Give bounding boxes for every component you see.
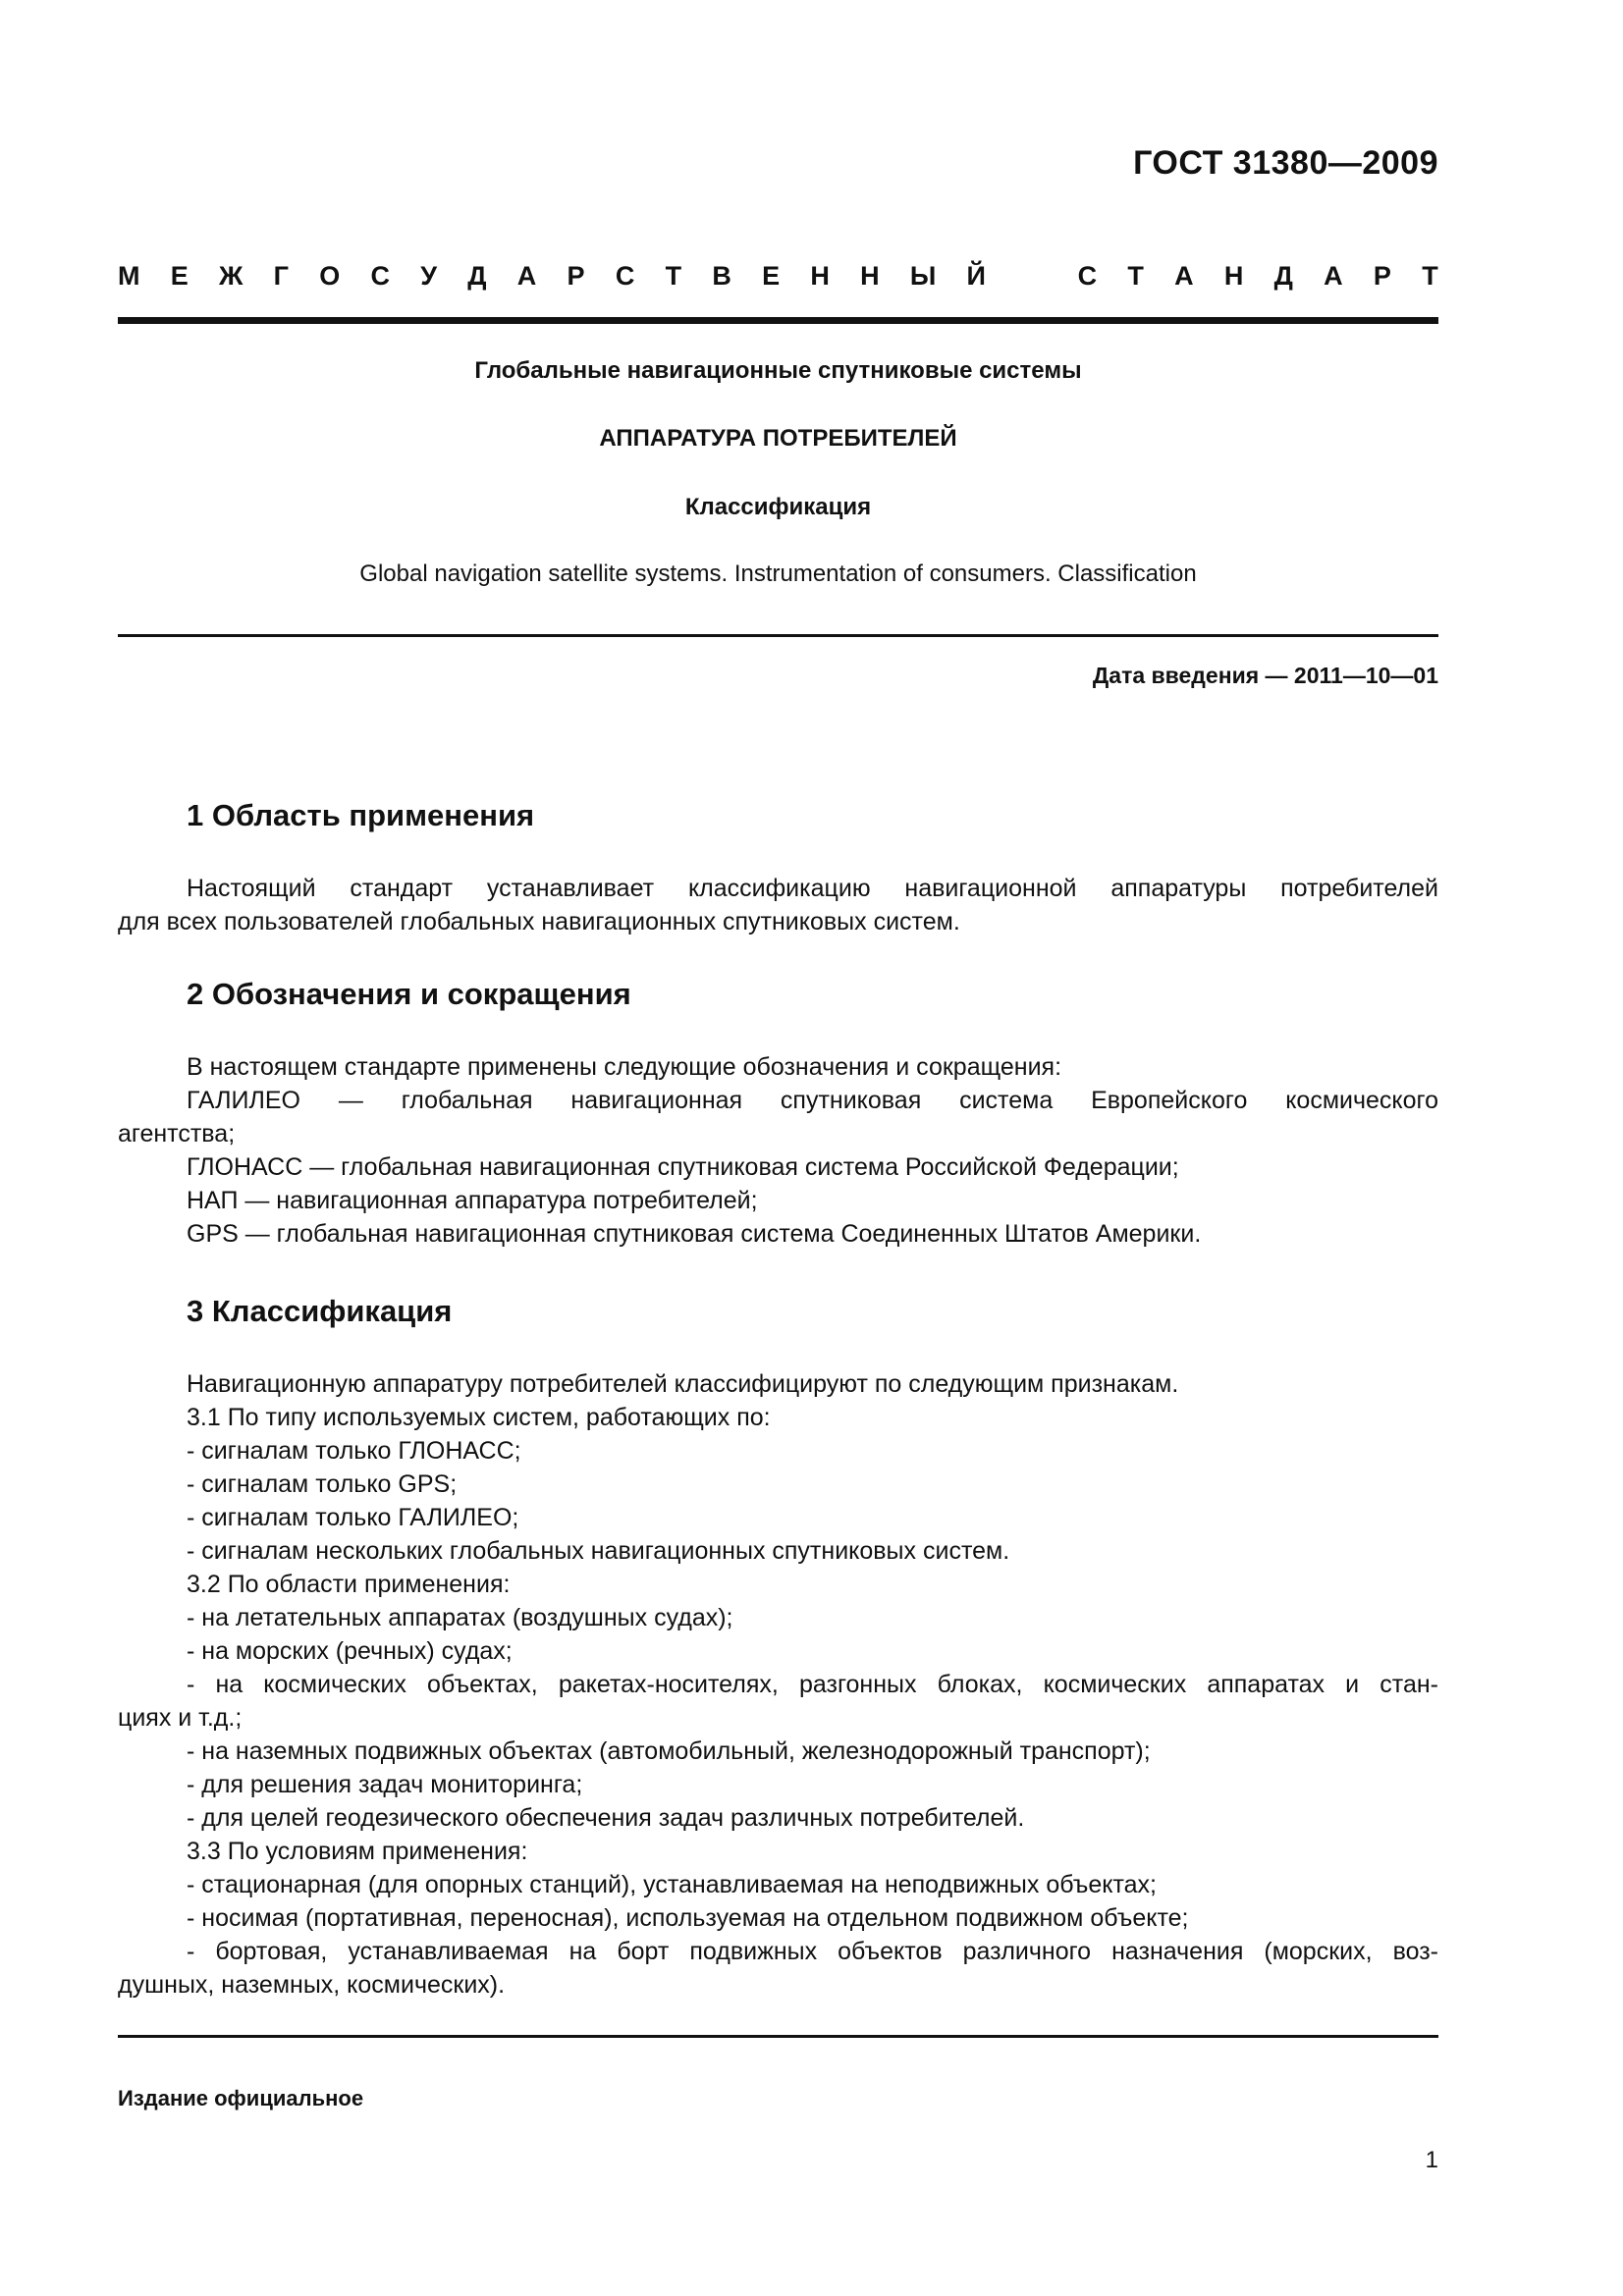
- heading-letter: Г: [273, 261, 289, 291]
- list-item: - сигналам только ГАЛИЛЕО;: [187, 1504, 519, 1531]
- page-number: 1: [1425, 2147, 1438, 2173]
- heading-letter: Н: [1223, 261, 1244, 291]
- list-item-continuation: циях и т.д.;: [118, 1704, 243, 1732]
- abbreviation-line: GPS — глобальная навигационная спутниковая система Соединенных Штатов Америки.: [187, 1220, 1202, 1248]
- title-line-2: АППАРАТУРА ПОТРЕБИТЕЛЕЙ: [599, 425, 957, 452]
- heading-letter: М: [118, 261, 140, 291]
- paragraph-line: В настоящем стандарте применены следующие обозначения и сокращения:: [187, 1053, 1062, 1081]
- heading-letter: Е: [762, 261, 781, 291]
- abbreviation-line: ГАЛИЛЕО — глобальная навигационная спутниковая система Европейского космического: [187, 1087, 1438, 1114]
- heading-letter: У: [420, 261, 438, 291]
- section-2-title: 2 Обозначения и сокращения: [187, 977, 631, 1011]
- section-2-body: [118, 1050, 1438, 1251]
- paragraph-line: Настоящий стандарт устанавливает классификацию навигационной аппаратуры потребителей: [187, 875, 1438, 902]
- heading-letter: Р: [1373, 261, 1391, 291]
- paragraph-line: Навигационную аппаратуру потребителей классифицируют по следующим признакам.: [187, 1370, 1179, 1398]
- heading-letter: Д: [467, 261, 487, 291]
- title-rule: [118, 634, 1438, 637]
- list-item: - на космических объектах, ракетах-носителях, разгонных блоках, космических аппаратах и стан-: [187, 1671, 1438, 1698]
- title-line-3: Классификация: [684, 494, 872, 520]
- heading-letter: С: [615, 261, 635, 291]
- list-item: - на наземных подвижных объектах (автомобильный, железнодорожный транспорт);: [187, 1737, 1151, 1765]
- heading-letter: Ж: [219, 261, 243, 291]
- section-3-title: 3 Классификация: [187, 1294, 453, 1328]
- list-item: - для целей геодезического обеспечения задач различных потребителей.: [187, 1804, 1025, 1832]
- list-item: - стационарная (для опорных станций), устанавливаемая на неподвижных объектах;: [187, 1871, 1157, 1898]
- list-item: - сигналам только GPS;: [187, 1470, 458, 1498]
- list-item: - для решения задач мониторинга;: [187, 1771, 583, 1798]
- heading-letter: Н: [810, 261, 830, 291]
- footer-rule: [118, 2035, 1438, 2038]
- clause-heading: 3.1 По типу используемых систем, работающих по:: [187, 1404, 771, 1431]
- introduction-date: Дата введения — 2011—10—01: [1092, 663, 1438, 688]
- header-rule: [118, 317, 1438, 324]
- clause-heading: 3.3 По условиям применения:: [187, 1838, 528, 1865]
- clause-heading: 3.2 По области применения:: [187, 1571, 511, 1598]
- paragraph-line: для всех пользователей глобальных навигационных спутниковых систем.: [118, 908, 960, 935]
- heading-letter: Д: [1273, 261, 1293, 291]
- section-1-title: 1 Область применения: [187, 798, 535, 832]
- heading-letter: Н: [860, 261, 880, 291]
- list-item: - носимая (портативная, переносная), используемая на отдельном подвижном объекте;: [187, 1904, 1189, 1932]
- heading-letter: А: [1174, 261, 1194, 291]
- list-item: - на летательных аппаратах (воздушных судах);: [187, 1604, 733, 1631]
- heading-letter: Т: [1422, 261, 1438, 291]
- heading-letter: Р: [567, 261, 585, 291]
- heading-letter: А: [516, 261, 537, 291]
- heading-letter: В: [712, 261, 731, 291]
- heading-letter: Т: [665, 261, 682, 291]
- abbreviation-line: ГЛОНАСС — глобальная навигационная спутниковая система Российской Федерации;: [187, 1153, 1179, 1181]
- heading-letter: Й: [966, 261, 986, 291]
- heading-letter: А: [1324, 261, 1343, 291]
- section-3-body: [118, 1367, 1438, 2002]
- list-item: - бортовая, устанавливаемая на борт подвижных объектов различного назначения (морских, воз-: [187, 1938, 1438, 1965]
- section-1-body: [118, 872, 1438, 938]
- heading-letter: О: [319, 261, 341, 291]
- heading-letter: Т: [1127, 261, 1144, 291]
- heading-letter: Ы: [909, 261, 937, 291]
- document-number: ГОСТ 31380—2009: [1133, 144, 1438, 182]
- standard-type-heading: [118, 261, 1438, 292]
- list-item: - сигналам нескольких глобальных навигационных спутниковых систем.: [187, 1537, 1010, 1565]
- list-item-continuation: душных, наземных, космических).: [118, 1971, 506, 1999]
- abbreviation-line: агентства;: [118, 1120, 236, 1148]
- title-line-1: Глобальные навигационные спутниковые системы: [474, 357, 1082, 384]
- heading-letter: Е: [170, 261, 189, 291]
- official-edition-label: Издание официальное: [118, 2086, 364, 2110]
- abbreviation-line: НАП — навигационная аппаратура потребителей;: [187, 1187, 758, 1214]
- heading-letter: С: [370, 261, 390, 291]
- title-english: Global navigation satellite systems. Instrumentation of consumers. Classification: [359, 561, 1197, 587]
- list-item: - на морских (речных) судах;: [187, 1637, 513, 1665]
- list-item: - сигналам только ГЛОНАСС;: [187, 1437, 521, 1465]
- heading-letter: С: [1077, 261, 1098, 291]
